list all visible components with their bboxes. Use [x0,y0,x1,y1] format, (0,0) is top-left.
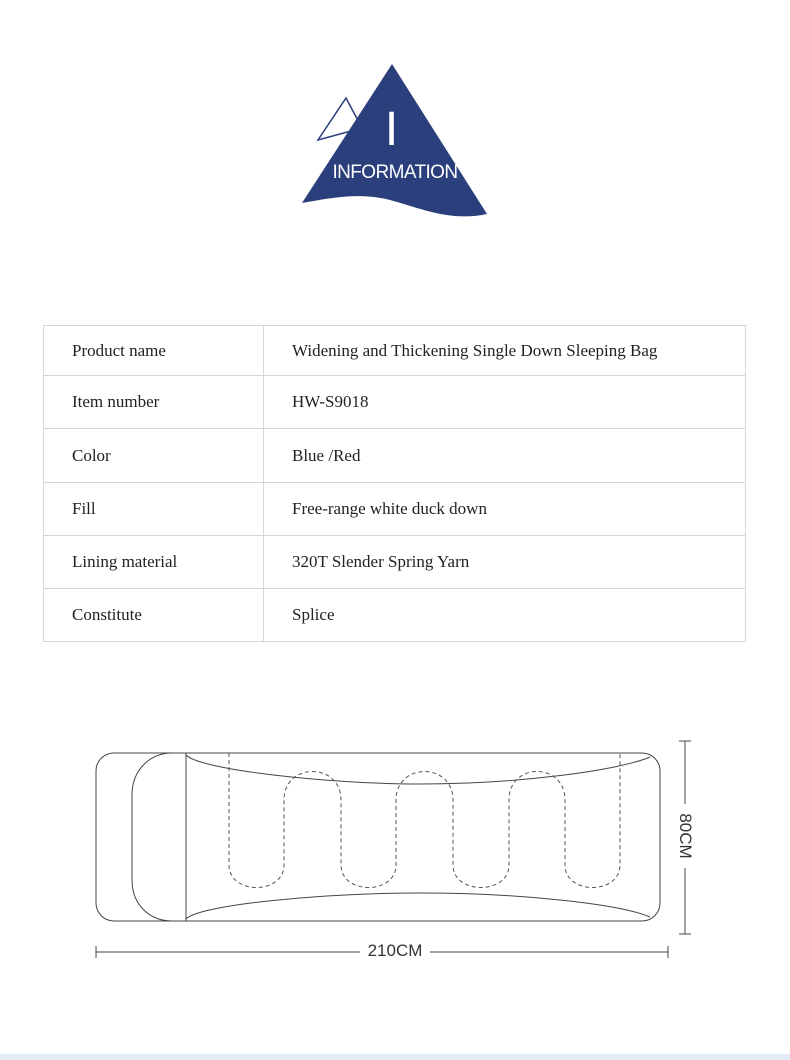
logo-text: INFORMATION [332,162,458,183]
information-logo [0,0,790,240]
quilting-dashed-line [229,753,620,888]
row-label: Item number [44,376,264,429]
width-label: 210CM [360,941,430,961]
bag-outline [96,753,660,921]
table-row [44,326,746,376]
bottom-divider [0,1054,790,1060]
row-value: HW-S9018 [264,376,746,429]
row-value: Splice [264,589,746,642]
table-row [44,483,746,536]
table-row [44,589,746,642]
spec-table [43,325,746,642]
row-value: 320T Slender Spring Yarn [264,536,746,589]
row-value: Widening and Thickening Single Down Sleeping Bag [264,326,746,376]
row-label: Lining material [44,536,264,589]
row-label: Product name [44,326,264,376]
hood-outline [132,753,186,921]
table-row [44,376,746,429]
height-label: 80CM [675,804,695,868]
table-row [44,429,746,483]
row-label: Fill [44,483,264,536]
row-label: Constitute [44,589,264,642]
top-curve [186,755,650,784]
row-value: Free-range white duck down [264,483,746,536]
row-label: Color [44,429,264,483]
row-value: Blue /Red [264,429,746,483]
bottom-curve [186,893,650,919]
table-row [44,536,746,589]
logo-letter: I [384,103,399,156]
